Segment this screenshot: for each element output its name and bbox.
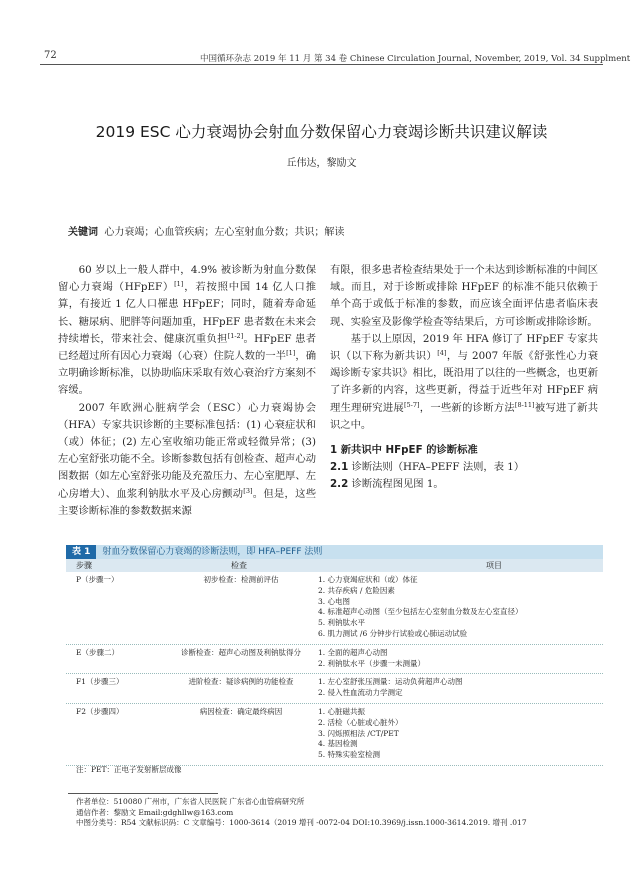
table-item: 1. 心脏磁共振: [318, 706, 366, 716]
table-item: 2. 活检（心脏或心脏外）: [318, 717, 403, 727]
paragraph: 基于以上原因，2019 年 HFA 修订了 HFpEF 专家共识（以下称为新共识）[4]，与 2007 年版《舒张性心力衰竭诊断专家共识》相比，既沿用了以往的一些概念，也更新了许多新的内容，这些更新，得益于近些年对 HFpEF 病理生理研究进展[5-7]，一些新的诊断方法[8-11]被写进了新共识之中。: [330, 332, 599, 431]
table-item: 4. 基因检测: [318, 739, 358, 749]
footnote-affiliation: 作者单位：510080 广州市，广东省人民医院 广东省心血管病研究所: [76, 797, 305, 806]
footnote-classification: 中图分类号：R54 文献标识码：C 文章编号：1000-3614（2019 增刊 -0072-04 DOI:10.3969/j.issn.1000-3614.2019. 增刊 .017: [76, 818, 527, 827]
article-authors: 丘伟达，黎励文: [286, 158, 357, 169]
header-rule: [40, 64, 603, 65]
table-note: 注：PET：正电子发射断层成像: [76, 765, 182, 774]
table-item: 3. 闪烁照相法 /CT/PET: [318, 728, 399, 738]
table-row: [66, 704, 603, 766]
table-item: 2. 利钠肽水平（步骤一未测量）: [318, 658, 426, 668]
table-caption-text: 射血分数保留心力衰竭的诊断法则，即 HFA–PEFF 法则: [102, 547, 323, 557]
citation: [5-7]: [403, 400, 420, 409]
table-item: 5. 特殊实验室检测: [318, 750, 381, 760]
keywords-label: 关键词: [68, 227, 98, 238]
section-heading: 1 新共识中 HFpEF 的诊断标准: [330, 444, 478, 457]
citation: [3]: [243, 486, 253, 495]
table-cell-step: F1（步骤三）: [76, 677, 124, 687]
table-row: [66, 645, 603, 675]
keywords-text: 心力衰竭；心血管疾病；左心室射血分数；共识；解读: [104, 227, 345, 238]
table-cell-step: P（步骤一）: [76, 575, 119, 584]
table-row: [66, 572, 603, 645]
table-item: 2. 侵入性血流动力学测定: [318, 688, 403, 698]
page-number: 72: [44, 50, 57, 61]
citation: [1-2]: [227, 331, 244, 340]
column-header-step: 步骤: [76, 561, 92, 570]
table-cell-exam: 初步检查：检测前评估: [203, 575, 279, 584]
table-item: 1. 心力衰竭症状和（或）体征: [318, 575, 418, 584]
table-row: [66, 674, 603, 704]
table-item: 6. 肌力测试 /6 分钟步行试验或心肺运动试验: [318, 628, 468, 638]
table-cell-exam: 进阶检查：疑诊病例的功能检查: [188, 677, 294, 687]
body-column-left: [58, 262, 316, 520]
table-cell-step: E（步骤二）: [76, 647, 119, 657]
table-cell-exam: 病因检查：确定最终病因: [199, 706, 283, 716]
citation: [8-11]: [514, 400, 535, 409]
subsection-heading: 2.2 诊断流程图见图 1。: [330, 478, 444, 491]
table-cell-items: [318, 575, 603, 640]
table-cell-exam: 诊断检查：超声心动图及利钠肽得分: [181, 647, 301, 657]
table-cell-items: [318, 707, 603, 761]
article-title: 2019 ESC 心力衰竭协会射血分数保留心力衰竭诊断共识建议解读: [95, 123, 548, 141]
citation: [1]: [286, 349, 296, 358]
table-item: 5. 利钠肽水平: [318, 618, 366, 628]
table-caption: [66, 545, 603, 559]
table-number: 表 1: [66, 545, 96, 559]
table-item: 4. 标准超声心动图（至少包括左心室射血分数及左心室直径）: [318, 607, 523, 617]
table-item: 3. 心电图: [318, 596, 351, 606]
paragraph: 60 岁以上一般人群中，4.9% 被诊断为射血分数保留心力衰竭（HFpEF）[1]，若按照中国 14 亿人口推算，有接近 1 亿人口罹患 HFpEF；同时，随着寿命延长、糖尿病、肥胖等问题加重，HFpEF 患者数在未来会持续增长，带来社会、健康沉重负担[1-2]。HFpEF 患者已经超过所有因心力衰竭（心衰）住院人数的一半[1]，确立明确诊断标准，以协助临床采取有效心衰治疗方案刻不容缓。: [58, 264, 317, 397]
citation: [1]: [174, 280, 184, 289]
subsection-heading: 2.1 诊断法则（HFA–PEFF 法则，表 1）: [330, 461, 525, 474]
footnotes: [76, 797, 527, 829]
footnote-rule: [68, 793, 218, 794]
table-item: 2. 共存疾病 / 危险因素: [318, 585, 395, 595]
table-item: 1. 左心室舒张压测量：运动负荷超声心动图: [318, 677, 463, 687]
table-body: [66, 572, 603, 766]
keywords: [68, 223, 344, 238]
paragraph: 有限，很多患者检查结果处于一个未达到诊断标准的中间区域。而且，对于诊断或排除 HFpEF 的标准不能只依赖于单个高于或低于标准的参数，而应该全面评估患者临床表现、实验室及影像学检查等结果后，方可诊断或排除诊断。: [330, 264, 598, 328]
footnote-correspondence: 通信作者：黎励文 Email:gdghllw@163.com: [76, 807, 234, 817]
table-item: 1. 全面的超声心动图: [318, 647, 388, 657]
body-column-right: [330, 262, 598, 494]
table-cell-step: F2（步骤四）: [76, 706, 124, 716]
paragraph: 2007 年欧洲心脏病学会（ESC）心力衰竭协会（HFA）专家共识诊断的主要标准包括：(1) 心衰症状和（或）体征；(2) 左心室收缩功能正常或轻微异常；(3) 左心室舒张功能不全。诊断参数包括有创检查、超声心动图数据（如左心室舒张功能及充盈压力、左心室肥厚、左心房增大）、血浆利钠肽水平及心房颤动[3]。但是，这些主要诊断标准的参数数据来源: [58, 401, 316, 517]
running-header: 中国循环杂志 2019 年 11 月 第 34 卷 Chinese Circulation Journal, November, 2019, Vol. 34 Supplment: [200, 54, 631, 64]
column-header-exam: 检查: [231, 561, 247, 570]
citation: [4]: [437, 349, 447, 358]
table-cell-items: [318, 677, 603, 699]
table-header-row: [66, 559, 603, 572]
column-header-items: 项目: [486, 561, 502, 570]
table-cell-items: [318, 648, 603, 670]
